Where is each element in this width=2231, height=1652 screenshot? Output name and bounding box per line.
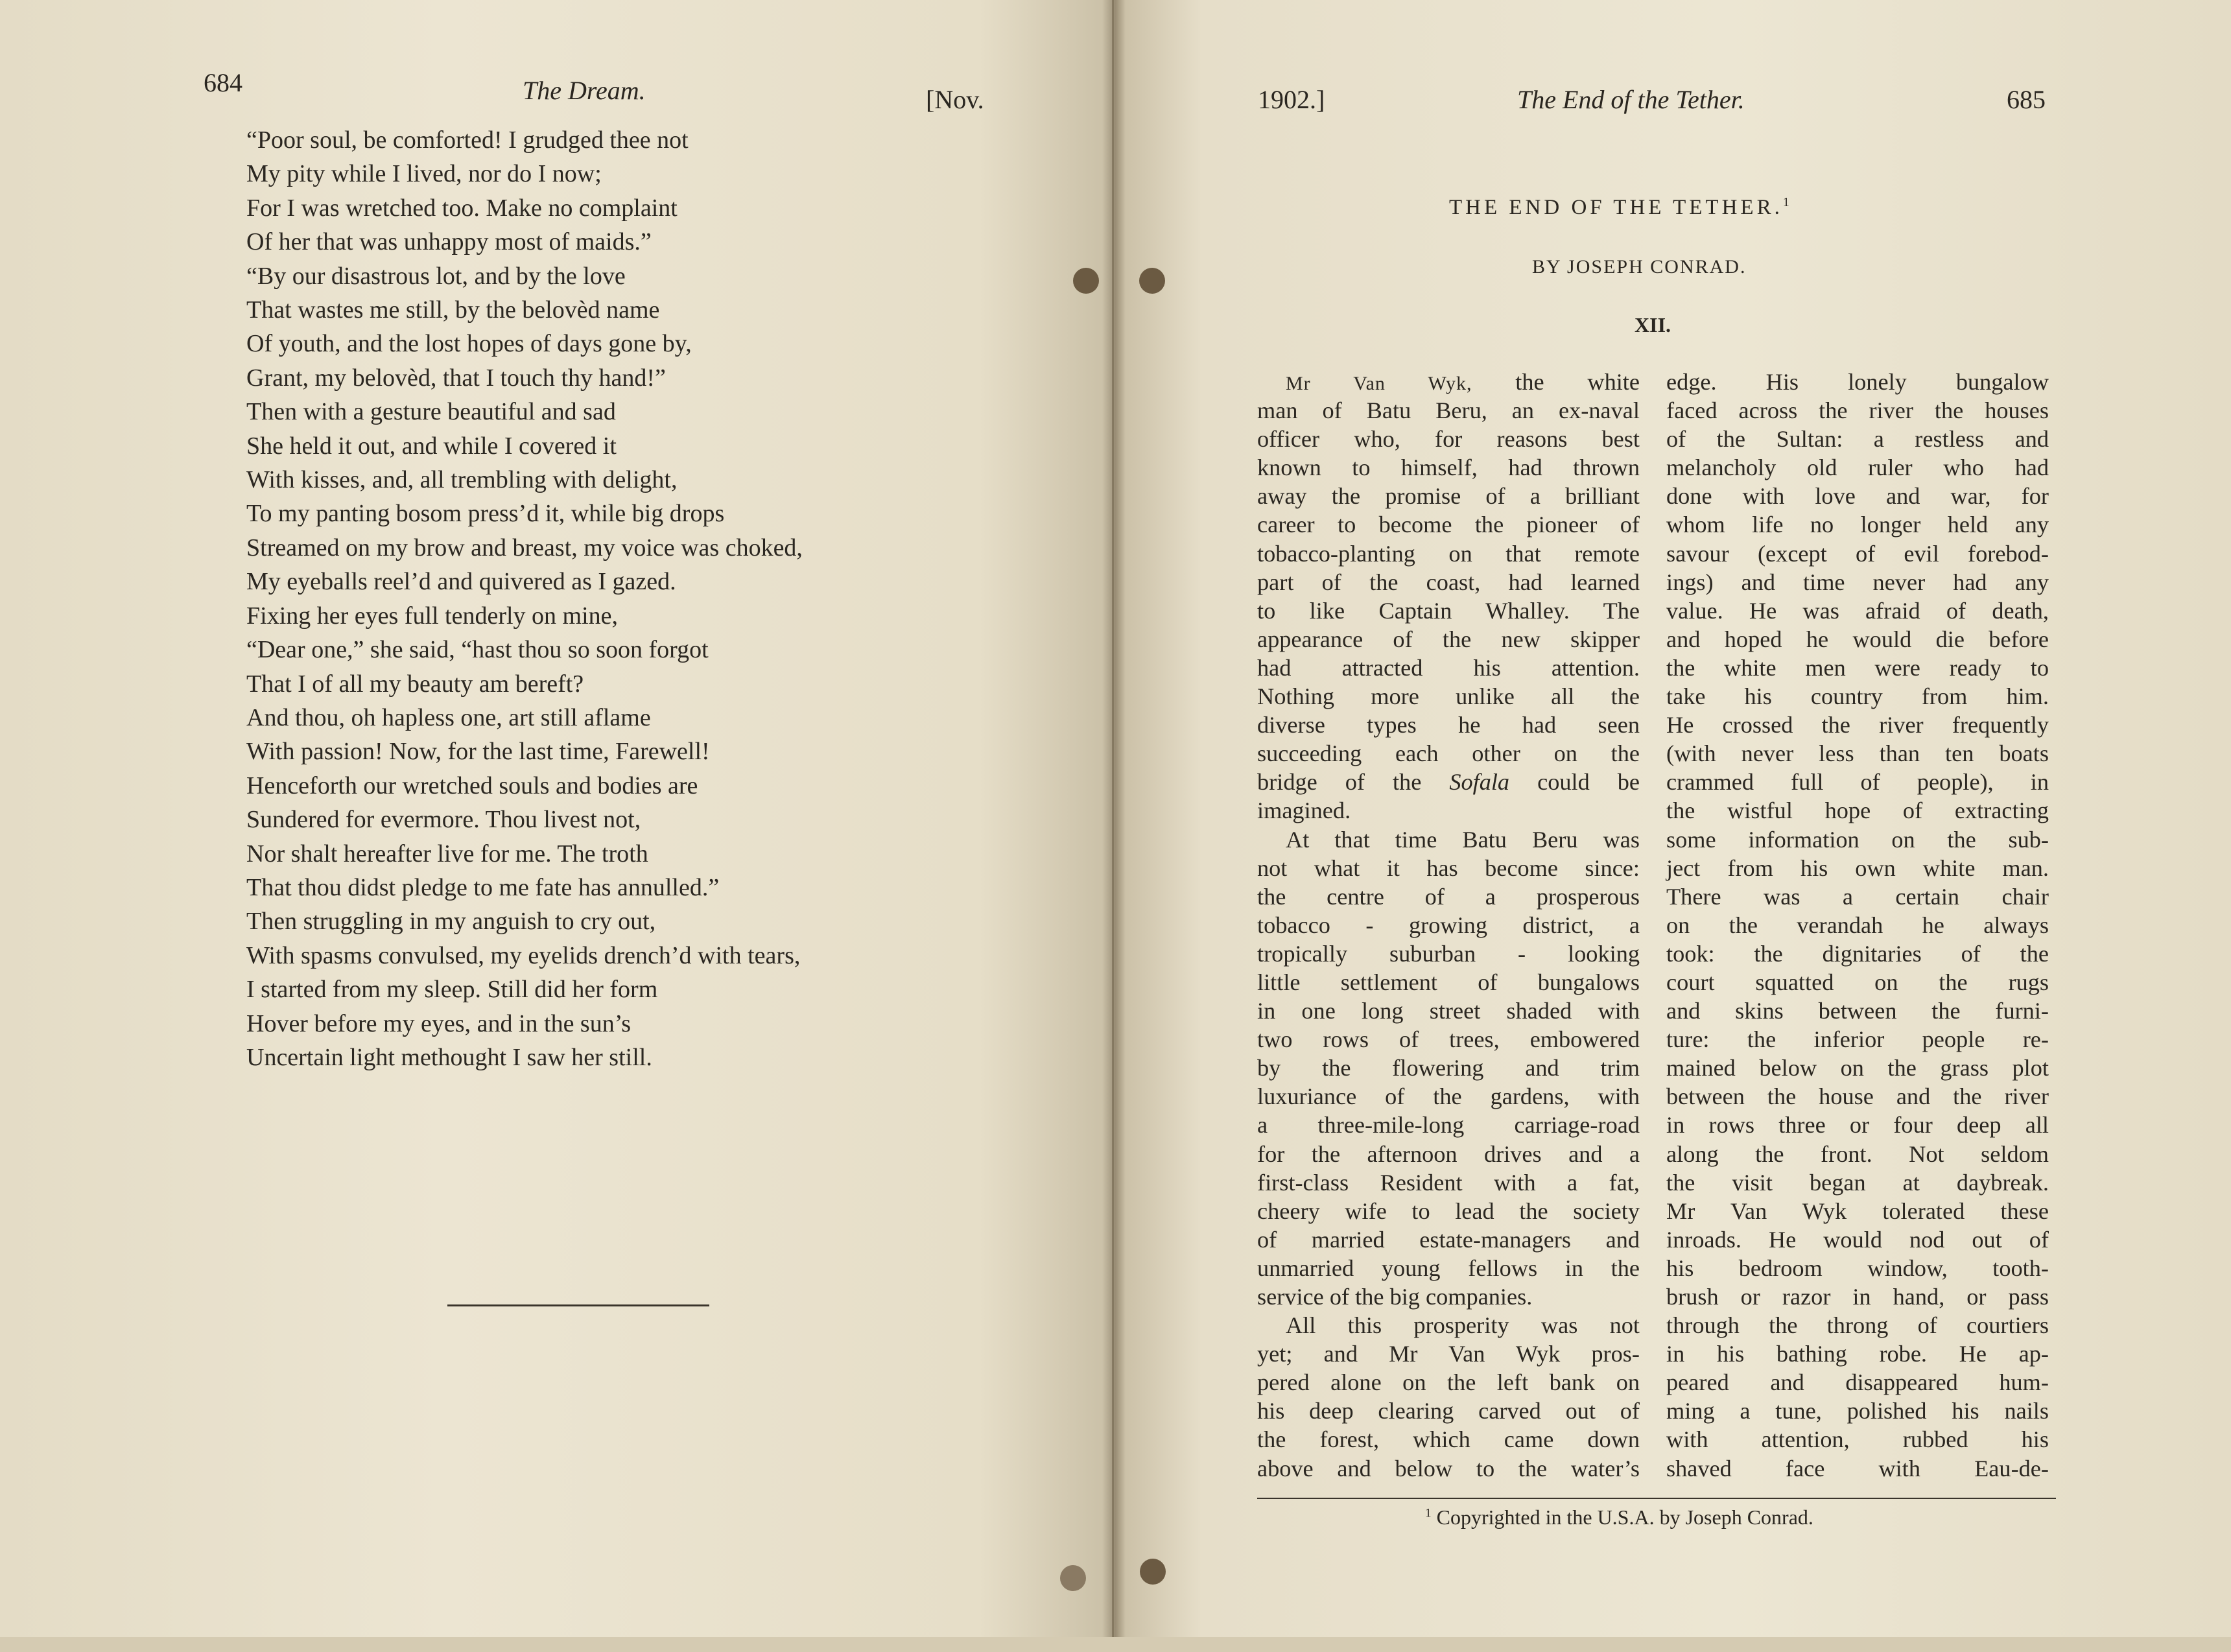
right-page-number: 685 xyxy=(2007,85,2046,114)
column-2-line: melancholy old ruler who had xyxy=(1666,454,2049,481)
column-1-line: officer who, for reasons best xyxy=(1257,426,1640,453)
poem-line: “By our disastrous lot, and by the love xyxy=(246,262,626,290)
left-page xyxy=(0,0,1112,1652)
article-title xyxy=(1449,196,1793,220)
poem-line: I started from my sleep. Still did her form xyxy=(246,976,658,1004)
column-2-line: ture: the inferior people re- xyxy=(1666,1026,2049,1053)
column-2-line: ject from his own white man. xyxy=(1666,855,2049,881)
column-2-line: There was a certain chair xyxy=(1666,883,2049,910)
poem-line: Uncertain light methought I saw her still. xyxy=(246,1043,652,1071)
opening-line-rest: the white xyxy=(1472,369,1640,395)
column-1-line: luxuriance of the gardens, with xyxy=(1257,1083,1640,1110)
column-2-line: crammed full of people), in xyxy=(1666,769,2049,796)
column-1-line: pered alone on the left bank on xyxy=(1257,1369,1640,1396)
poem-line: Henceforth our wretched souls and bodies are xyxy=(246,772,698,799)
column-2-line: and skins between the furni- xyxy=(1666,998,2049,1024)
poem-line: “Dear one,” she said, “hast thou so soon forgot xyxy=(246,636,709,664)
column-2-line: peared and disappeared hum- xyxy=(1666,1369,2049,1396)
column-2-line: ming a tune, polished his nails xyxy=(1666,1398,2049,1424)
column-1-line: yet; and Mr Van Wyk pros- xyxy=(1257,1341,1640,1367)
column-1-line: succeeding each other on the xyxy=(1257,740,1640,767)
column-2-line: inroads. He would nod out of xyxy=(1666,1226,2049,1253)
column-2-line: done with love and war, for xyxy=(1666,483,2049,510)
column-1-line: part of the coast, had learned xyxy=(1257,569,1640,595)
column-1-line: to like Captain Whalley. The xyxy=(1257,597,1640,624)
footnote-text: Copyrighted in the U.S.A. by Joseph Conrad. xyxy=(1436,1505,1813,1529)
column-1-line: Nothing more unlike all the xyxy=(1257,683,1640,710)
poem-line: Then struggling in my anguish to cry out, xyxy=(246,908,656,936)
column-2-line: in rows three or four deep all xyxy=(1666,1112,2049,1139)
column-1-line: by the flowering and trim xyxy=(1257,1055,1640,1081)
column-1-line: career to become the pioneer of xyxy=(1257,512,1640,538)
column-1-line: known to himself, had thrown xyxy=(1257,454,1640,481)
text-column-2 xyxy=(1666,368,2049,1483)
column-2-line: court squatted on the rugs xyxy=(1666,969,2049,995)
column-1-line: for the afternoon drives and a xyxy=(1257,1140,1640,1167)
column-2-line: the white men were ready to xyxy=(1666,654,2049,681)
column-1-line: little settlement of bungalows xyxy=(1257,969,1640,995)
poem-line: And thou, oh hapless one, art still aflame xyxy=(246,703,651,731)
opening-small-caps: Mr Van Wyk, xyxy=(1286,373,1472,394)
binding-hole-top-right xyxy=(1139,268,1165,294)
column-2-line: faced across the river the houses xyxy=(1666,397,2049,424)
chapter-number: XII. xyxy=(1635,313,1671,336)
poem-line: Of youth, and the lost hopes of days gone by, xyxy=(246,330,692,358)
column-1-line: All this prosperity was not xyxy=(1286,1312,1640,1339)
column-1-line: tropically suburban - looking xyxy=(1257,940,1640,967)
page-bottom-edge xyxy=(0,1637,2231,1652)
poem-line: Streamed on my brow and breast, my voice was choked, xyxy=(246,534,803,561)
poem-line: To my panting bosom press’d it, while big drops xyxy=(246,500,725,528)
column-2-line: ings) and time never had any xyxy=(1666,569,2049,595)
footnote-number: 1 xyxy=(1425,1506,1432,1520)
column-2-line: edge. His lonely bungalow xyxy=(1666,369,2049,395)
binding-hole-bottom-right xyxy=(1140,1559,1166,1585)
right-running-title: The End of the Tether. xyxy=(1517,85,1745,114)
column-1-line: imagined. xyxy=(1257,797,1351,824)
poem-line: With spasms convulsed, my eyelids drench’d with tears, xyxy=(246,941,801,969)
column-2-line: on the verandah he always xyxy=(1666,912,2049,938)
poem-line: Hover before my eyes, and in the sun’s xyxy=(246,1009,632,1037)
poem-line: That wastes me still, by the belovèd name xyxy=(246,296,660,324)
footnote-marker: 1 xyxy=(1782,195,1793,209)
right-date: 1902.] xyxy=(1258,85,1325,114)
poem-line: For I was wretched too. Make no complaint xyxy=(246,194,678,222)
column-2-line: took: the dignitaries of the xyxy=(1666,940,2049,967)
column-2-line: of the Sultan: a restless and xyxy=(1666,426,2049,453)
poem-line: Nor shalt hereafter live for me. The troth xyxy=(246,840,648,867)
column-1-line: man of Batu Beru, an ex-naval xyxy=(1257,397,1640,424)
poem-line: My pity while I lived, nor do I now; xyxy=(246,160,602,188)
article-title-text: THE END OF THE TETHER. xyxy=(1449,196,1783,219)
text-column-1 xyxy=(1257,368,1640,1483)
column-1-line: not what it has become since: xyxy=(1257,855,1640,881)
column-1-line: At that time Batu Beru was xyxy=(1286,826,1640,853)
column-2-line: savour (except of evil forebod- xyxy=(1666,540,2049,567)
poem-end-rule xyxy=(447,1304,709,1306)
column-1-line: in one long street shaded with xyxy=(1257,998,1640,1024)
column-1-line: the centre of a prosperous xyxy=(1257,883,1640,910)
column-2-line: shaved face with Eau-de- xyxy=(1666,1455,2049,1481)
poem-line: Of her that was unhappy most of maids.” xyxy=(246,228,652,256)
right-page xyxy=(1112,0,2231,1652)
column-2-line: He crossed the river frequently xyxy=(1666,712,2049,738)
poem-line: My eyeballs reel’d and quivered as I gazed. xyxy=(246,568,676,596)
column-2-line: the wistful hope of extracting xyxy=(1666,797,2049,824)
column-2-line: in his bathing robe. He ap- xyxy=(1666,1341,2049,1367)
column-1-line: two rows of trees, embowered xyxy=(1257,1026,1640,1053)
binding-hole-top-left xyxy=(1073,268,1099,294)
column-1-line: cheery wife to lead the society xyxy=(1257,1198,1640,1224)
poem-line: That I of all my beauty am bereft? xyxy=(246,670,584,698)
column-2-line: mained below on the grass plot xyxy=(1666,1055,2049,1081)
poem-line: Sundered for evermore. Thou livest not, xyxy=(246,806,641,834)
column-1-line: unmarried young fellows in the xyxy=(1257,1255,1640,1281)
footnote xyxy=(1425,1505,1813,1529)
column-2-line: whom life no longer held any xyxy=(1666,512,2049,538)
column-1-line xyxy=(1257,368,1640,396)
poem-line: “Poor soul, be comforted! I grudged thee not xyxy=(246,126,689,154)
footnote-rule xyxy=(1257,1498,2056,1499)
poem-line: She held it out, and while I covered it xyxy=(246,432,617,460)
gutter-crease xyxy=(1112,0,1114,1652)
column-2-line: some information on the sub- xyxy=(1666,826,2049,853)
column-2-line: through the throng of courtiers xyxy=(1666,1312,2049,1339)
poem xyxy=(246,123,1011,1074)
column-1-line: the forest, which came down xyxy=(1257,1426,1640,1453)
left-running-title: The Dream. xyxy=(523,76,646,105)
byline: BY JOSEPH CONRAD. xyxy=(1532,256,1747,277)
column-2-line: the visit began at daybreak. xyxy=(1666,1169,2049,1196)
poem-line: Fixing her eyes full tenderly on mine, xyxy=(246,602,619,630)
column-1-line: appearance of the new skipper xyxy=(1257,626,1640,652)
column-1-line: had attracted his attention. xyxy=(1257,654,1640,681)
column-1-line: service of the big companies. xyxy=(1257,1284,1533,1310)
left-page-number: 684 xyxy=(204,68,242,97)
column-2-line: between the house and the river xyxy=(1666,1083,2049,1110)
column-1-line: above and below to the water’s xyxy=(1257,1455,1640,1481)
column-2-line: with attention, rubbed his xyxy=(1666,1426,2049,1453)
poem-line: That thou didst pledge to me fate has annulled.” xyxy=(246,873,720,901)
column-1-line xyxy=(1257,768,1640,796)
column-2-line: and hoped he would die before xyxy=(1666,626,2049,652)
column-1-line: away the promise of a brilliant xyxy=(1257,483,1640,510)
column-2-line: take his country from him. xyxy=(1666,683,2049,710)
column-1-line: his deep clearing carved out of xyxy=(1257,1398,1640,1424)
column-2-line: value. He was afraid of death, xyxy=(1666,597,2049,624)
column-1-line: tobacco - growing district, a xyxy=(1257,912,1640,938)
poem-line: With kisses, and, all trembling with delight, xyxy=(246,466,678,494)
column-1-line-text: could be xyxy=(1509,769,1640,796)
poem-line: Then with a gesture beautiful and sad xyxy=(246,398,616,426)
column-2-line: brush or razor in hand, or pass xyxy=(1666,1284,2049,1310)
column-2-line: Mr Van Wyk tolerated these xyxy=(1666,1198,2049,1224)
column-1-line: first-class Resident with a fat, xyxy=(1257,1169,1640,1196)
column-1-line-text: bridge of the xyxy=(1257,769,1422,796)
column-1-line: tobacco-planting on that remote xyxy=(1257,540,1640,567)
column-1-line: of married estate-managers and xyxy=(1257,1226,1640,1253)
poem-line: Grant, my belovèd, that I touch thy hand!” xyxy=(246,364,666,392)
ship-name: Sofala xyxy=(1449,769,1510,796)
column-2-line: his bedroom window, tooth- xyxy=(1666,1255,2049,1281)
column-1-line: a three-mile-long carriage-road xyxy=(1257,1112,1640,1139)
book-gutter xyxy=(1102,0,1126,1652)
binding-hole-bottom-left xyxy=(1060,1565,1086,1591)
column-2-line: along the front. Not seldom xyxy=(1666,1140,2049,1167)
left-date: [Nov. xyxy=(926,85,984,114)
column-1-line: diverse types he had seen xyxy=(1257,712,1640,738)
poem-line: With passion! Now, for the last time, Farewell! xyxy=(246,738,710,766)
column-2-line: (with never less than ten boats xyxy=(1666,740,2049,767)
